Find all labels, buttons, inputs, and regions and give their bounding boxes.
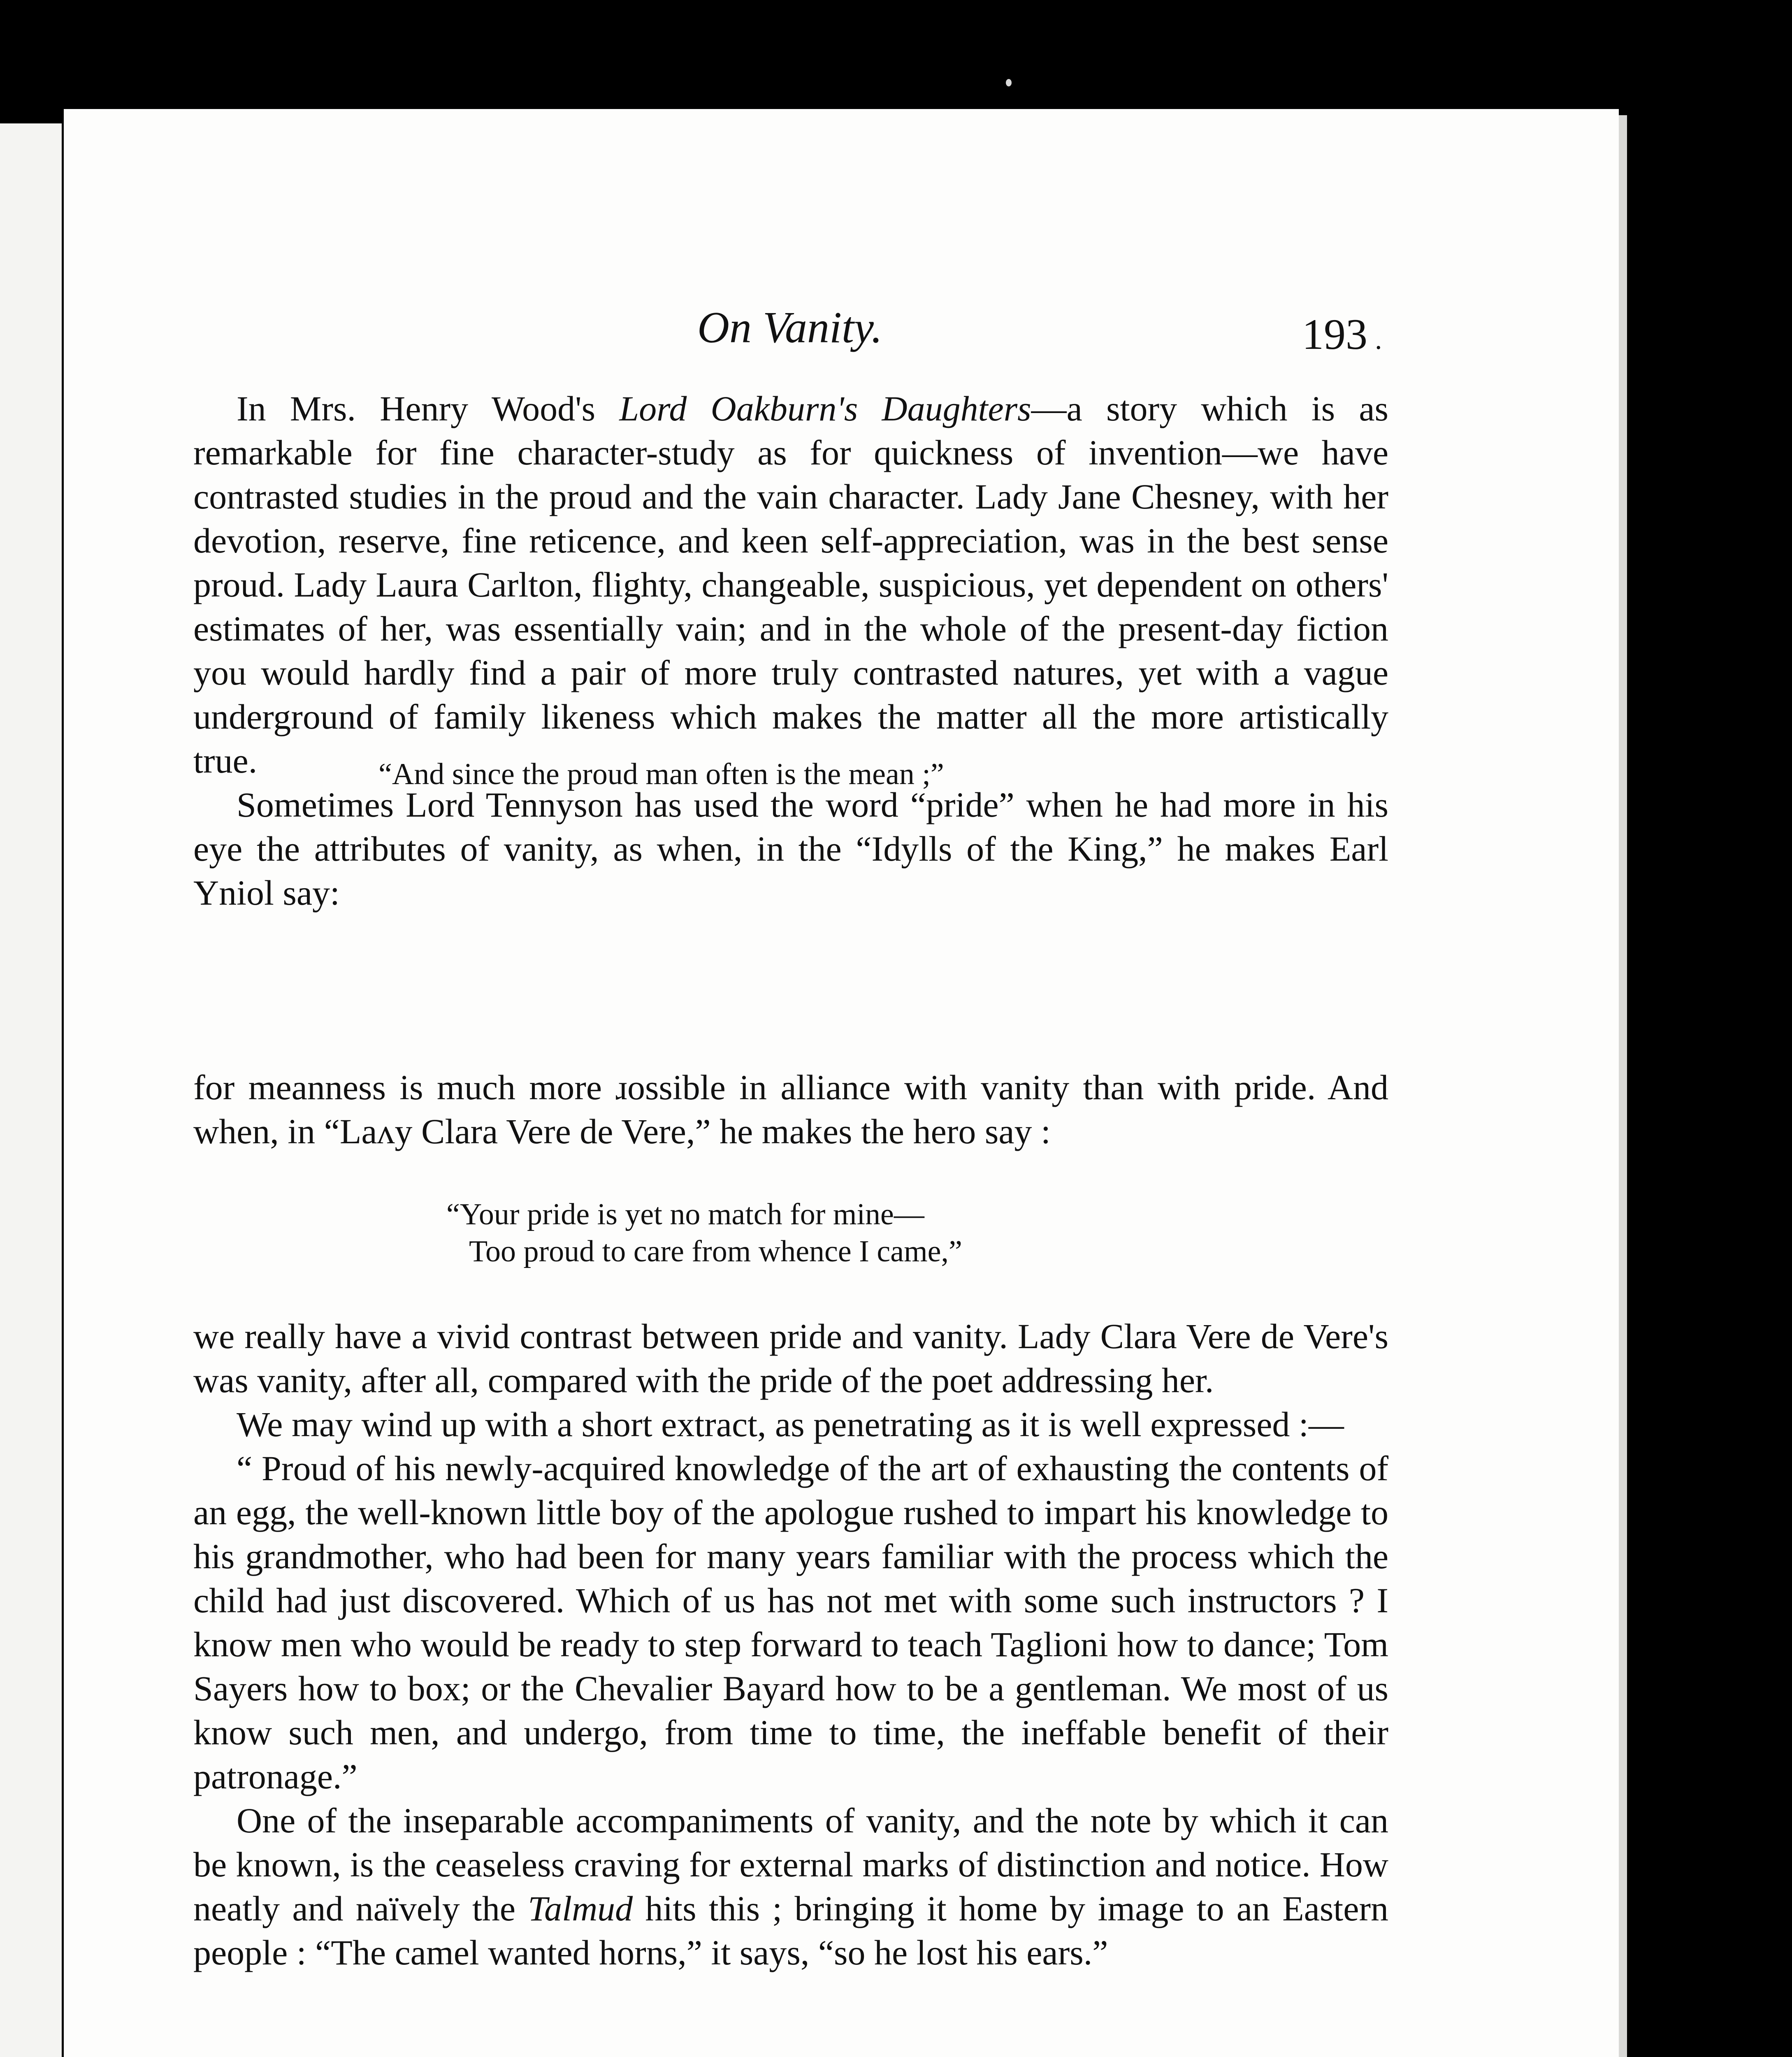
right-page-edge (1619, 115, 1627, 2057)
scan-speck (1006, 79, 1012, 86)
paragraph-7 (193, 1799, 1388, 1975)
paragraph-7-text-b: hits this ; bringing it home by image to an Eastern people : “The camel wanted horns,” it says, “so he lost his ears.” (193, 1889, 1388, 1972)
talmud-italic: Talmud (528, 1889, 633, 1928)
book-title-italic: Lord Oakburn's Daughters (619, 389, 1031, 428)
paragraph-4: we really have a vivid contrast between pride and vanity. Lady Clara Vere de Vere's was vanity, after all, compared with the pride of the poet addressing her. (193, 1316, 1388, 1400)
paragraph-2: Sometimes Lord Tennyson has used the word “pride” when he had more in his eye the attributes of vanity, as when, in the “Idylls of the King,” he makes Earl Yniol say: (193, 785, 1388, 912)
paragraph-7-text-a: One of the inseparable accompaniments of vanity, and the note by which it can be known, is the ceaseless craving for external marks of distinction and notice. How neatly and naïvely the (193, 1801, 1388, 1928)
verse-line-1: “Your pride is yet no match for mine— (446, 1198, 924, 1231)
paragraph-1 (193, 387, 1388, 783)
running-title: On Vanity. (697, 303, 882, 352)
paragraph-3: for meanness is much more ɹossible in alliance with vanity than with pride. And when, in “Laʌy Clara Vere de Vere,” he makes the hero say : (193, 1068, 1388, 1151)
page-number (1302, 309, 1382, 360)
paragraph-1-text-b: —a story which is as remarkable for fine character-study as for quickness of invention—we have contrasted studies in the proud and the vain character. Lady Jane Chesney, with her devotion, reserve, fine reticence, and keen self-appreciation, was in the best sense proud. Lady Laura Carlton, flighty, changeable, suspicious, yet dependent on others' estimates of her, was essentially vain; and in the whole of the present-day fiction you would hardly find a pair of more truly contrasted natures, yet with a vague underground of family likeness which makes the matter all the more artistically true. (193, 389, 1388, 780)
body-text (193, 387, 1388, 915)
quotation-1: “And since the proud man often is the mean ;” (378, 757, 944, 791)
page-number-value: 193 (1302, 310, 1367, 358)
verse-line-2: Too proud to care from whence I came,” (469, 1235, 962, 1268)
paragraph-5: We may wind up with a short extract, as penetrating as it is well expressed :— (237, 1405, 1344, 1444)
page-number-mark: . (1375, 324, 1382, 355)
left-page-edge (0, 123, 62, 2057)
body-text-3 (193, 1314, 1388, 1975)
body-text-2 (193, 1066, 1388, 1154)
paragraph-1-text-a: In Mrs. Henry Wood's (237, 389, 620, 428)
paragraph-6-extract: “ Proud of his newly-acquired knowledge of the art of exhausting the contents of an egg, the well-known little boy of the apologue rushed to impart his knowledge to his grandmother, who had been for many years familiar with the process which the child had just discovered. Which of us has not met with some such instructors ? I know men who would be ready to step forward to teach Taglioni how to dance; Tom Sayers how to box; or the Chevalier Bayard how to be a gentleman. We most of us know such men, and undergo, from time to time, the ineffable benefit of their patronage.” (193, 1449, 1388, 1796)
